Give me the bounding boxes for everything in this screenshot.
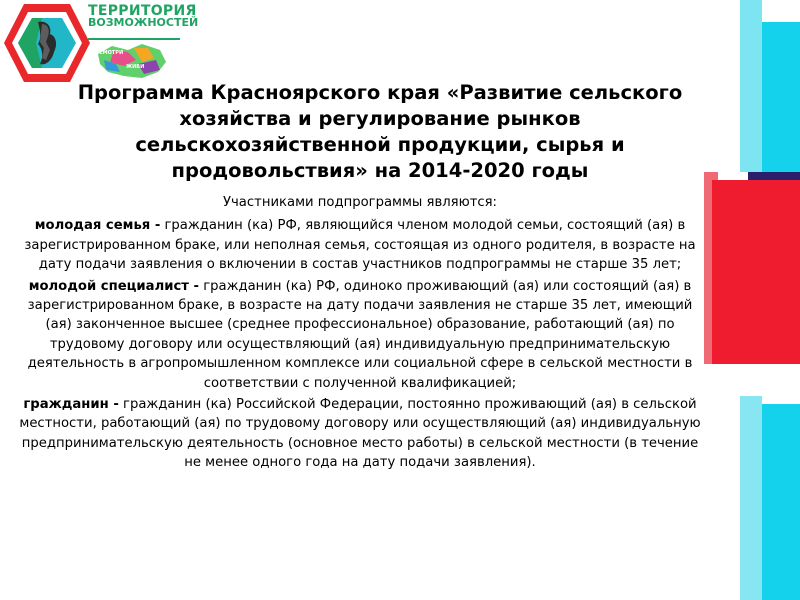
text-citizen: гражданин (ка) Российской Федерации, постоянно проживающий (ая) в сельской местности, работающий (ая) по трудовому договору или осуществляющий (ая) индивидуальную предпринимательскую деятельность (основное место работы) в сельской местности (в течение не менее одного года на дату подачи заявления). xyxy=(19,397,701,471)
deco-cyan-bottom xyxy=(762,404,800,600)
definition-young-family xyxy=(18,216,702,274)
text-young-specialist: гражданин (ка) РФ, одиноко проживающий (ая) или состоящий (ая) в зарегистрированном браке, в возрасте на дату подачи заявления не старше 35 лет, имеющий (ая) законченное высшее (среднее профессиональное) образование, работающий (ая) по трудовому договору или осуществляющий (ая) индивидуальную предпринимательскую деятельность в агропромышленном комплексе или социальной сфере в сельской местности в соответствии с полученной квалификацией; xyxy=(27,278,693,391)
logo-region-map-icon xyxy=(94,42,172,82)
text-young-family: гражданин (ка) РФ, являющийся членом молодой семьи, состоящий (ая) в зарегистрированном браке, или неполная семья, состоящая из одного родителя, в возрасте на дату подачи заявления о включении в состав участников подпрограммы не старше 35 лет; xyxy=(24,218,696,273)
logo xyxy=(2,2,199,84)
logo-title xyxy=(88,3,199,29)
page-title: Программа Красноярского края «Развитие сельского хозяйства и регулирование рынков сельскохозяйственной продукции, сырья и продовольствия» на 2014-2020 годы xyxy=(77,81,683,182)
logo-hexagon-icon xyxy=(2,2,92,84)
deco-red-block xyxy=(712,180,800,364)
deco-cyan-top xyxy=(740,0,762,172)
logo-title-line2: ВОЗМОЖНОСТЕЙ xyxy=(88,16,199,29)
logo-tag-see: СМОТРИ xyxy=(99,50,124,56)
term-young-specialist: молодой специалист - xyxy=(28,278,199,294)
deco-cyan-top-front xyxy=(762,22,800,172)
term-young-family: молодая семья - xyxy=(34,218,161,234)
term-citizen: гражданин - xyxy=(23,397,119,413)
logo-divider xyxy=(88,38,180,40)
definition-young-specialist xyxy=(18,277,702,393)
definition-citizen xyxy=(18,395,702,473)
logo-tag-live: ЖИВИ xyxy=(126,64,145,70)
content-body xyxy=(18,193,702,475)
intro-text: Участниками подпрограммы являются: xyxy=(222,195,498,210)
deco-cyan-bottom-shadow xyxy=(740,396,762,600)
logo-title-line1: ТЕРРИТОРИЯ xyxy=(88,3,197,19)
